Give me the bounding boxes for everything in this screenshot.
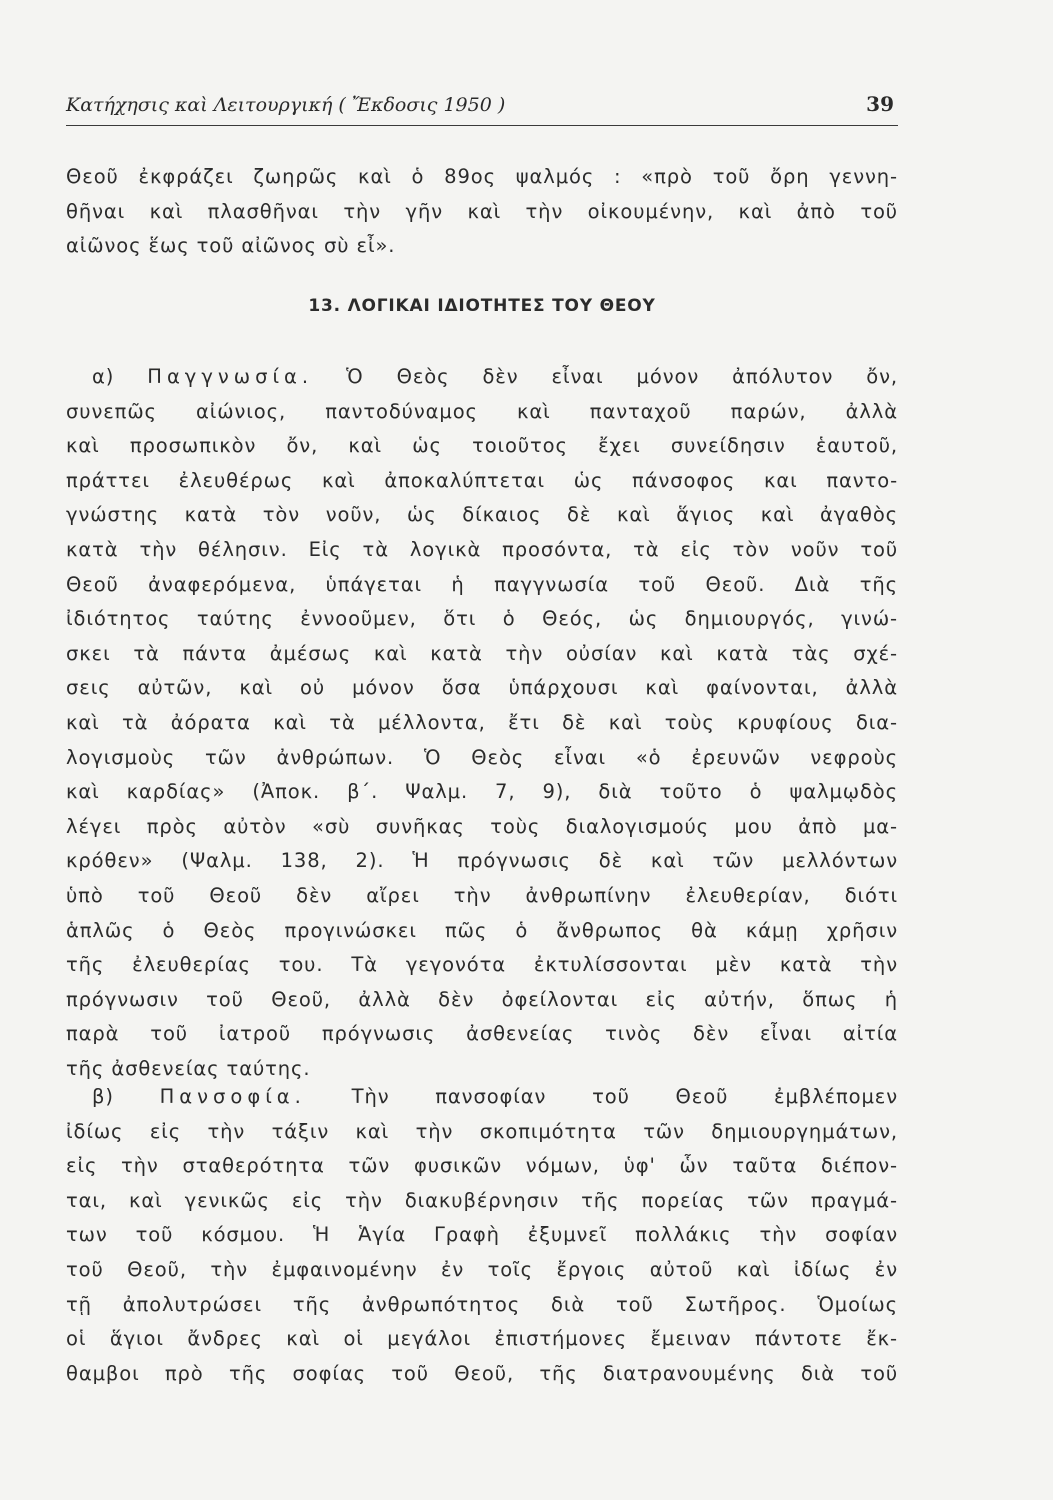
text-line: θαμβοι πρὸ τῆς σοφίας τοῦ Θεοῦ, τῆς διατρανουμένης διὰ τοῦ	[66, 1361, 898, 1385]
text-line: αἰῶνος ἕως τοῦ αἰῶνος σὺ εἶ».	[66, 234, 396, 258]
text-line: οἱ ἅγιοι ἄνδρες καὶ οἱ μεγάλοι ἐπιστήμονες ἔμειναν πάντοτε ἔκ-	[66, 1327, 898, 1351]
text-line: ται, καὶ γενικῶς εἰς τὴν διακυβέρνησιν τῆς πορείας τῶν πραγμά-	[66, 1188, 898, 1212]
text-line: ἁπλῶς ὁ Θεὸς προγινώσκει πῶς ὁ ἄνθρωπος θὰ κάμῃ χρῆσιν	[66, 918, 898, 942]
text-line: σκει τὰ πάντα ἀμέσως καὶ κατὰ τὴν οὐσίαν καὶ κατὰ τὰς σχέ-	[66, 641, 898, 665]
text-run: Τὴν πανσοφίαν τοῦ Θεοῦ ἐμβλέπομεν	[305, 1085, 899, 1108]
text-line: Θεοῦ ἀναφερόμενα, ὑπάγεται ἡ παγγνωσία τοῦ Θεοῦ. Διὰ τῆς	[66, 572, 898, 596]
text-line: κατὰ τὴν θέλησιν. Εἰς τὰ λογικὰ προσόντα, τὰ εἰς τὸν νοῦν τοῦ	[66, 537, 898, 561]
text-line: τοῦ Θεοῦ, τὴν ἐμφαινομένην ἐν τοῖς ἔργοις αὐτοῦ καὶ ἰδίως ἐν	[66, 1257, 898, 1281]
text-line: γνώστης κατὰ τὸν νοῦν, ὡς δίκαιος δὲ καὶ ἅγιος καὶ ἀγαθὸς	[66, 503, 898, 527]
text-line: καὶ προσωπικὸν ὄν, καὶ ὡς τοιοῦτος ἔχει συνείδησιν ἑαυτοῦ,	[66, 434, 898, 458]
text-line: λέγει πρὸς αὐτὸν «σὺ συνῆκας τοὺς διαλογισμούς μου ἀπὸ μα-	[66, 814, 898, 838]
text-line-first	[66, 1080, 898, 1115]
text-line: ἰδίως εἰς τὴν τάξιν καὶ τὴν σκοπιμότητα τῶν δημιουργημάτων,	[66, 1119, 898, 1143]
text-line: κρόθεν» (Ψαλμ. 138, 2). Ἡ πρόγνωσις δὲ καὶ τῶν μελλόντων	[66, 849, 898, 873]
subsection-label: Παγγνωσία.	[147, 365, 314, 388]
text-line: ἰδιότητος ταύτης ἐννοοῦμεν, ὅτι ὁ Θεός, ὡς δημιουργός, γινώ-	[66, 607, 898, 631]
paragraph-pangnosia	[66, 360, 898, 1086]
subsection-prefix: α)	[92, 365, 148, 388]
text-run: Ὁ Θεὸς δὲν εἶναι μόνον ἀπόλυτον ὄν,	[313, 365, 898, 388]
section-heading: 13. ΛΟΓΙΚΑΙ ΙΔΙΟΤΗΤΕΣ ΤΟΥ ΘΕΟΥ	[308, 296, 656, 316]
text-line: καὶ τὰ ἀόρατα καὶ τὰ μέλλοντα, ἔτι δὲ καὶ τοὺς κρυφίους δια-	[66, 710, 898, 734]
subsection-prefix: β)	[92, 1085, 160, 1108]
paragraph-pansophia	[66, 1080, 898, 1391]
running-title: Κατήχησις καὶ Λειτουργική ( Ἔκδοσις 1950 )	[66, 94, 506, 116]
text-line: ὑπὸ τοῦ Θεοῦ δὲν αἴρει τὴν ἀνθρωπίνην ἐλευθερίαν, διότι	[66, 883, 898, 907]
text-line: τῆς ἀσθενείας ταύτης.	[66, 1056, 311, 1080]
text-line: εἰς τὴν σταθερότητα τῶν φυσικῶν νόμων, ὑφ' ὧν ταῦτα διέπον-	[66, 1154, 898, 1178]
header-rule	[66, 125, 898, 126]
text-line: πράττει ἐλευθέρως καὶ ἀποκαλύπτεται ὡς πάνσοφος και παντο-	[66, 468, 898, 492]
page-number: 39	[866, 92, 894, 116]
text-line-first	[66, 360, 898, 395]
text-line: λογισμοὺς τῶν ἀνθρώπων. Ὁ Θεὸς εἶναι «ὁ ἐρευνῶν νεφροὺς	[66, 745, 898, 769]
text-line: πρόγνωσιν τοῦ Θεοῦ, ἀλλὰ δὲν ὀφείλονται εἰς αὐτήν, ὅπως ἡ	[66, 987, 898, 1011]
text-line: Θεοῦ ἐκφράζει ζωηρῶς καὶ ὁ 89ος ψαλμός : «πρὸ τοῦ ὄρη γεννη-	[66, 165, 898, 188]
text-line: τῆς ἐλευθερίας του. Τὰ γεγονότα ἐκτυλίσσονται μὲν κατὰ τὴν	[66, 953, 898, 977]
paragraph-continuation	[66, 160, 898, 264]
text-line: παρὰ τοῦ ἰατροῦ πρόγνωσις ἀσθενείας τινὸς δὲν εἶναι αἰτία	[66, 1022, 898, 1046]
text-line: σεις αὐτῶν, καὶ οὐ μόνον ὅσα ὑπάρχουσι καὶ φαίνονται, ἀλλὰ	[66, 676, 898, 700]
subsection-label: Πανσοφία.	[159, 1085, 306, 1108]
text-line: τῇ ἀπολυτρώσει τῆς ἀνθρωπότητος διὰ τοῦ Σωτῆρος. Ὁμοίως	[66, 1292, 898, 1316]
text-line: των τοῦ κόσμου. Ἡ Ἁγία Γραφὴ ἐξυμνεῖ πολλάκις τὴν σοφίαν	[66, 1223, 898, 1247]
text-line: θῆναι καὶ πλασθῆναι τὴν γῆν καὶ τὴν οἰκουμένην, καὶ ἀπὸ τοῦ	[66, 199, 898, 223]
text-line: συνεπῶς αἰώνιος, παντοδύναμος καὶ πανταχοῦ παρών, ἀλλὰ	[66, 399, 898, 423]
running-header	[66, 90, 898, 124]
text-line: καὶ καρδίας» (Ἀποκ. β΄. Ψαλμ. 7, 9), διὰ τοῦτο ὁ ψαλμῳδὸς	[66, 780, 898, 804]
